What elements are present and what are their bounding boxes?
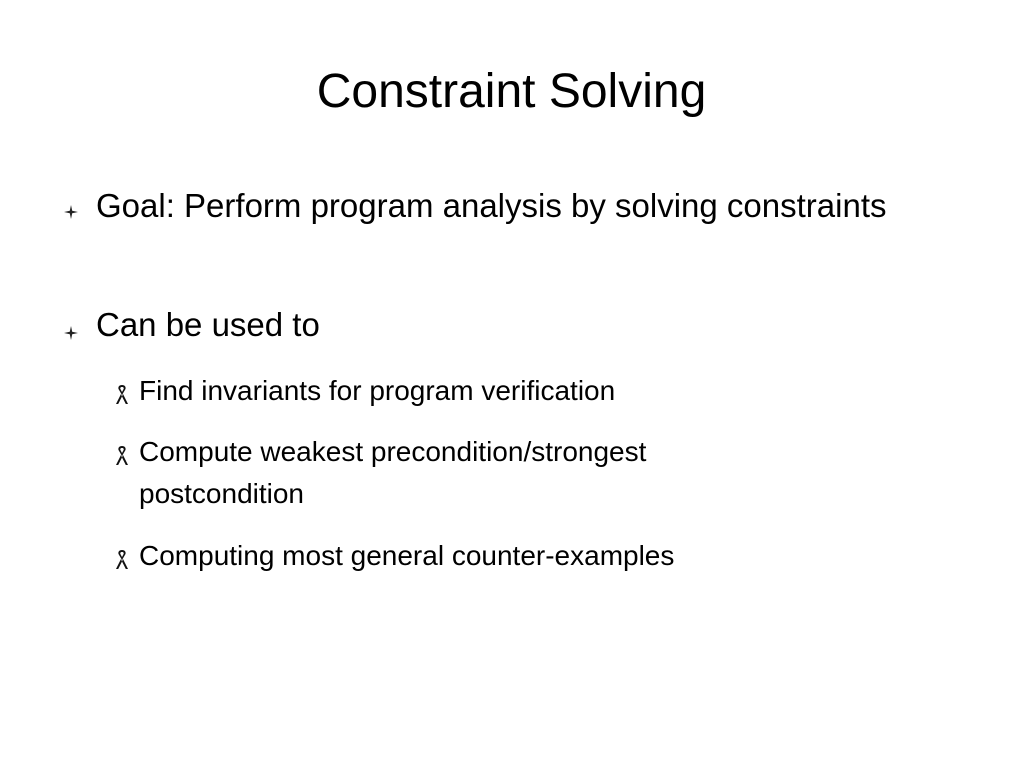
bullet-goal [64,182,904,230]
bullet-text: Goal: Perform program analysis by solving constraints [96,187,887,224]
slide-title: Constraint Solving [316,65,707,118]
sub-bullet-text: Compute weakest precondition/strongest postcondition [139,436,647,509]
four-point-star-icon [64,326,78,340]
four-point-star-icon [64,205,78,219]
sub-bullet-precondition [114,431,894,515]
bullet-uses [64,301,904,349]
bullet-text: Can be used to [96,306,320,343]
ribbon-icon [114,384,130,406]
sub-bullet-text: Find invariants for program verification [139,375,616,406]
ribbon-icon [114,549,130,571]
ribbon-icon [114,445,130,467]
sub-bullet-counter-examples [114,535,894,577]
sub-bullet-invariants [114,370,894,412]
sub-bullet-text: Computing most general counter-examples [139,540,675,571]
